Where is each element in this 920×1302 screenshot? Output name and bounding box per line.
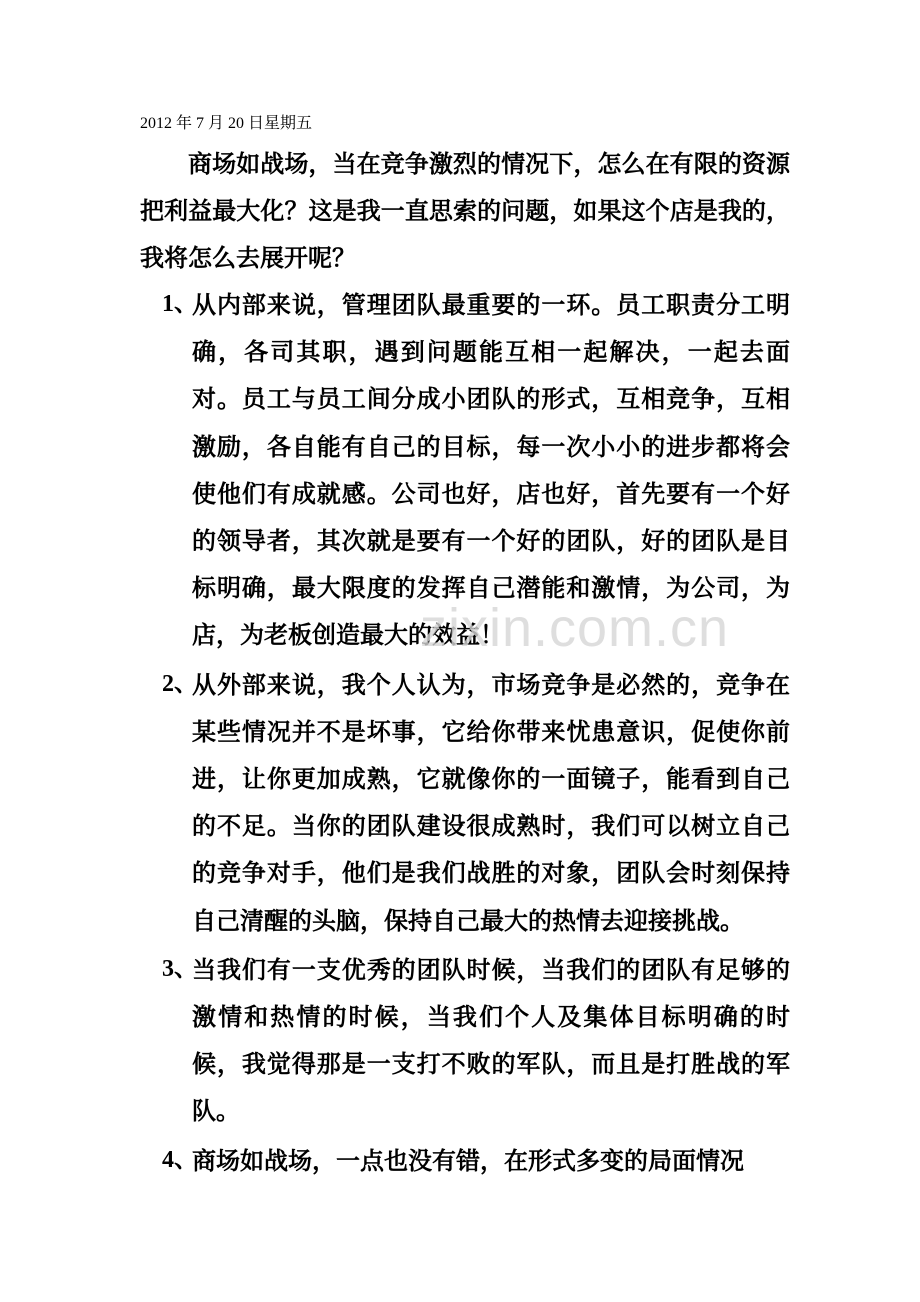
list-item-text: 商场如战场，一点也没有错，在形式多变的局面情况	[192, 1145, 744, 1175]
list-item-number: 1、	[162, 291, 198, 317]
intro-paragraph: 商场如战场，当在竞争激烈的情况下，怎么在有限的资源把利益最大化？这是我一直思索的问题，如果这个店是我的，我将怎么去展开呢？	[140, 149, 790, 272]
document-date: 2012 年 7 月 20 日星期五	[140, 115, 313, 132]
list-item	[140, 1137, 790, 1184]
list-item	[140, 946, 790, 1135]
list-item	[140, 281, 790, 659]
list-item-text: 从外部来说，我个人认为，市场竞争是必然的，竞争在某些情况并不是坏事，它给你带来忧患意识，促使你前进，让你更加成熟，它就像你的一面镜子，能看到自己的不足。当你的团队建设很成熟时，我们可以树立自己的竞争对手，他们是我们战胜的对象，团队会时刻保持自己清醒的头脑，保持自己最大的热情去迎接挑战。	[192, 669, 790, 935]
numbered-list	[140, 281, 790, 1186]
list-item-text: 当我们有一支优秀的团队时候，当我们的团队有足够的激情和热情的时候，当我们个人及集体目标明确的时候，我觉得那是一支打不败的军队，而且是打胜战的军队。	[192, 954, 790, 1126]
watermark: zixin.com.cn	[420, 598, 730, 658]
list-item-number: 3、	[162, 955, 198, 982]
list-item-text: 从内部来说，管理团队最重要的一环。员工职责分工明确，各司其职，遇到问题能互相一起解决，一起去面对。员工与员工间分成小团队的形式，互相竞争，互相激励，各自能有自己的目标，每一次小小的进步都将会使他们有成就感。公司也好，店也好，首先要有一个好的领导者，其次就是要有一个好的团队，好的团队是目标明确，最大限度的发挥自己潜能和激情，为公司，为店，为老板创造最大的效益！	[192, 290, 790, 650]
list-item-number: 4、	[162, 1146, 198, 1173]
list-item-number: 2、	[162, 670, 198, 697]
list-item	[140, 661, 790, 944]
